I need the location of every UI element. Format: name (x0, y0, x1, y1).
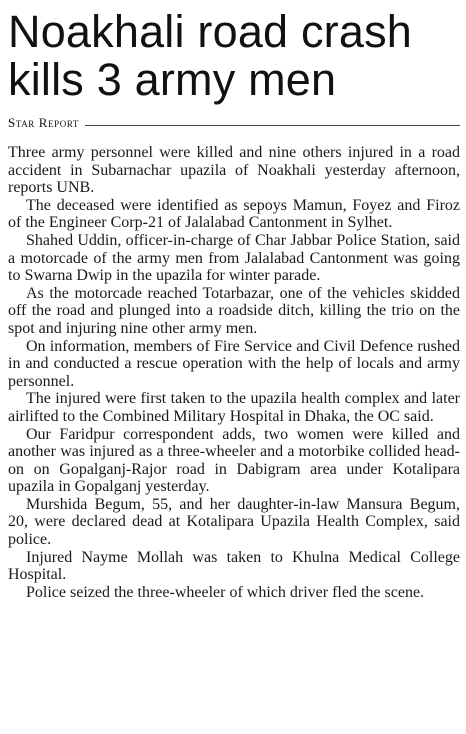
paragraph: As the motorcade reached Totarbazar, one of the vehicles skidded off the road and plunged into a roadside ditch, killing the trio on the spot and injuring nine other army men. (8, 284, 460, 337)
article-body (8, 144, 460, 601)
headline-line-2: kills 3 army men (8, 54, 337, 105)
byline: Star Report (8, 115, 79, 130)
paragraph: Our Faridpur correspondent adds, two women were killed and another was injured as a three-wheeler and a motorbike collided head-on on Gopalganj-Rajor road in Dabigram area under Kotalipara upazila in Gopalganj yesterday. (8, 425, 460, 496)
headline-line-1: Noakhali road crash (8, 6, 413, 57)
paragraph: Police seized the three-wheeler of which driver fled the scene. (26, 583, 425, 601)
byline-row (8, 115, 460, 131)
paragraph: Injured Nayme Mollah was taken to Khulna Medical College Hospital. (8, 548, 460, 584)
paragraph: The deceased were identified as sepoys Mamun, Foyez and Firoz of the Engineer Corp-21 of Jalalabad Cantonment in Sylhet. (8, 196, 460, 232)
paragraph: Three army personnel were killed and nine others injured in a road accident in Subarnachar upazila of Noakhali yesterday afternoon, reports UNB. (8, 144, 460, 197)
paragraph: Shahed Uddin, officer-in-charge of Char Jabbar Police Station, said a motorcade of the army men from Jalalabad Cantonment was going to Swarna Dwip in the upazila for winter parade. (8, 231, 460, 285)
byline-divider (85, 125, 460, 126)
article-headline (8, 0, 460, 104)
paragraph: On information, members of Fire Service and Civil Defence rushed in and conducted a rescue operation with the help of locals and army personnel. (8, 337, 460, 390)
paragraph: The injured were first taken to the upazila health complex and later airlifted to the Combined Military Hospital in Dhaka, the OC said. (8, 390, 460, 425)
paragraph: Murshida Begum, 55, and her daughter-in-law Mansura Begum, 20, were declared dead at Kotalipara Upazila Health Complex, said police. (8, 495, 460, 549)
